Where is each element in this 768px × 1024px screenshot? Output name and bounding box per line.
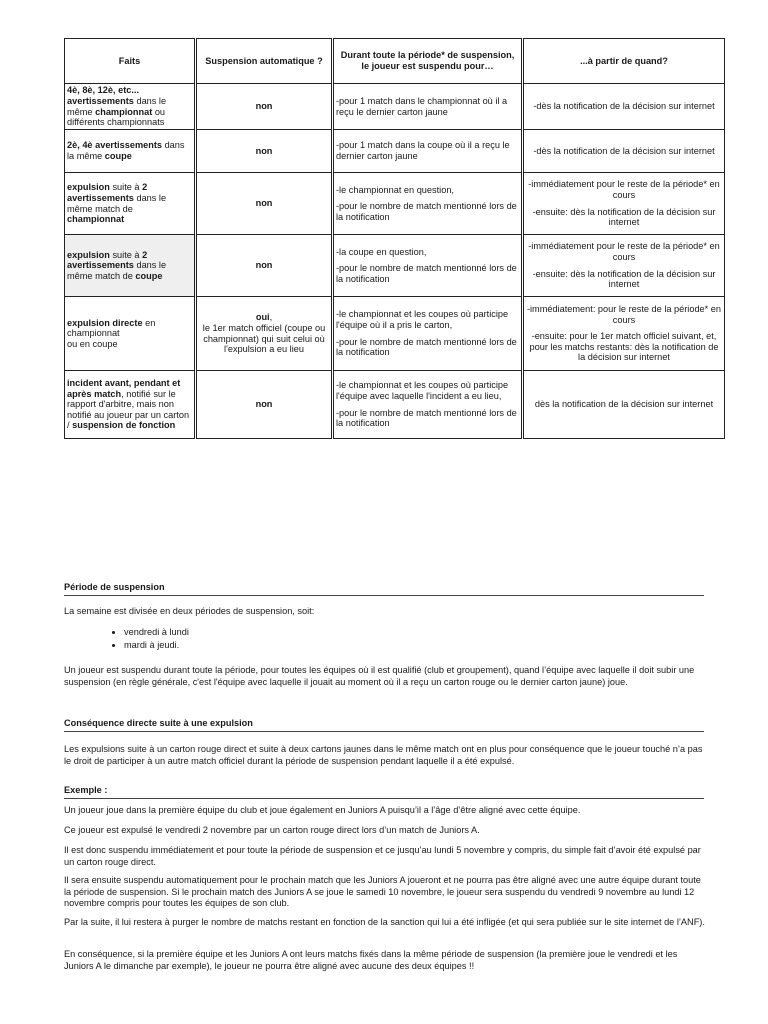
faits-bold: expulsion directe	[67, 317, 143, 328]
cell-faits	[65, 84, 196, 130]
faits-bold: 4è, 8è, 12è, etc...	[67, 85, 140, 96]
quand-line: -ensuite: pour le 1er match officiel suivant, et, pour les matchs restants: dès la notification de la décision sur internet	[529, 331, 719, 363]
auto-value: non	[255, 399, 273, 410]
exemple-p1: Un joueur joue dans la première équipe du club et joue également en Juniors A puisqu’il a l’âge d’être aligné avec cette équipe.	[64, 805, 581, 815]
cell-auto	[196, 130, 333, 173]
cell-faits	[65, 173, 196, 235]
faits-text: suite à	[109, 182, 143, 193]
cell-quand	[523, 235, 725, 297]
faits-text: dans le même	[67, 95, 167, 117]
duree-line: -le championnat et les coupes où participe l'équipe où il a pris le carton,	[336, 309, 509, 330]
faits-text: ou différents championnats	[67, 106, 166, 128]
cell-quand	[523, 297, 725, 371]
cell-auto	[196, 173, 333, 235]
cell-auto	[196, 371, 333, 439]
faits-bold: incident avant, pendant et après match	[67, 378, 181, 399]
cell-faits	[65, 371, 196, 439]
list-item: • vendredi à lundi	[124, 626, 189, 639]
header-duree-line1: Durant toute la période* de suspension,	[340, 50, 515, 61]
auto-value: oui	[255, 312, 270, 323]
cell-quand	[523, 130, 725, 173]
auto-value: non	[255, 260, 273, 271]
cell-duree	[333, 297, 523, 371]
table-row	[65, 173, 725, 235]
quand-line: -immédiatement pour le reste de la période* en cours	[528, 241, 720, 262]
faits-text: suite à	[109, 249, 143, 260]
exemple-p6: En conséquence, si la première équipe et les Juniors A ont leurs matchs fixés dans la même période de suspension (la première joue le vendredi et les Juniors A le dimanche par exemple), le joueur ne pourra être aligné avec aucune des deux équipes !!	[64, 949, 678, 971]
cell-duree	[333, 84, 523, 130]
quand-line: -ensuite: dès la notification de la décision sur internet	[532, 206, 716, 228]
faits-bold: 2è, 4è avertissements	[67, 140, 163, 151]
cell-faits	[65, 235, 196, 297]
cell-faits	[65, 130, 196, 173]
cell-auto	[196, 235, 333, 297]
quand-line: -dès la notification de la décision sur internet	[533, 101, 715, 112]
quand-line: -ensuite: dès la notification de la décision sur internet	[532, 268, 716, 290]
periode-intro: La semaine est divisée en deux périodes de suspension, soit:	[64, 606, 315, 616]
periode-text: Un joueur est suspendu durant toute la période, pour toutes les équipes où il est qualifié (club et groupement), quand l’équipe avec laquelle il doit subir une suspension (en règle générale, c'est l'équipe avec laquelle il jouait au moment où il a reçu un carton rouge ou le dernier carton jaune) joue.	[64, 665, 695, 687]
faits-text: dans la même	[67, 140, 185, 161]
faits-text: ou en coupe	[67, 338, 118, 349]
table-row	[65, 371, 725, 439]
exemple-p4: Il sera ensuite suspendu automatiquement pour le prochain match que les Juniors A joueront et ne pourra pas être aligné avec une autre équipe durant toute la période de suspension. Si le prochain match des Juniors A se joue le samedi 10 novembre, le joueur sera suspendu du vendredi 9 novembre au lundi 12 novembre compris pour toutes les équipes de son club.	[64, 875, 701, 908]
auto-detail: le 1er match officiel (coupe ou championnat) qui suit celui où l'expulsion a eu lieu	[202, 322, 326, 355]
auto-value: non	[255, 198, 273, 209]
faits-bold: expulsion	[67, 249, 110, 260]
cell-quand	[523, 371, 725, 439]
faits-text: dans le même match de	[67, 192, 167, 214]
duree-line: -le championnat en question,	[336, 184, 454, 195]
duree-line: -pour le nombre de match mentionné lors de la notification	[336, 336, 517, 358]
faits-bold: 2 avertissements	[67, 249, 148, 271]
faits-text: , notifié sur le rapport d'arbitre, mais non notifié au joueur par un carton /	[67, 388, 190, 431]
header-quand: ...à partir de quand?	[523, 39, 725, 84]
cell-auto: oui, le 1er match officiel (coupe ou championnat) qui suit celui où l'expulsion a eu lieu	[196, 297, 333, 371]
duree-line: -le championnat et les coupes où participe l'équipe avec laquelle l'incident a eu lieu,	[336, 380, 509, 401]
duree-line: -pour 1 match dans le championnat où il a reçu le dernier carton jaune	[336, 95, 508, 117]
table-header-row	[65, 39, 725, 84]
cell-duree	[333, 173, 523, 235]
exemple-p2: Ce joueur est expulsé le vendredi 2 novembre par un carton rouge direct lors d’un match de Juniors A.	[64, 825, 480, 835]
faits-bold: championnat	[67, 214, 125, 225]
header-duree-line2: le joueur est suspendu pour…	[361, 61, 494, 71]
exemple-p5: Par la suite, il lui restera à purger le nombre de matchs restant en fonction de la sanction qui lui a été infligée (et qui sera publiée sur le site internet de l’ANF).	[64, 917, 705, 927]
faits-bold: coupe	[104, 151, 132, 161]
faits-text: dans le même match de	[67, 260, 167, 281]
list-item: • mardi à jeudi.	[124, 639, 189, 652]
cell-duree	[333, 130, 523, 173]
cell-duree	[333, 371, 523, 439]
duree-line: -la coupe en question,	[336, 246, 427, 257]
table-row	[65, 130, 725, 173]
cell-faits	[65, 297, 196, 371]
quand-line: -dès la notification de la décision sur internet	[533, 145, 715, 156]
duree-line: -pour le nombre de match mentionné lors de la notification	[336, 201, 517, 222]
section-title-consequence: Conséquence directe suite à une expulsion	[64, 718, 704, 732]
cell-auto	[196, 84, 333, 130]
faits-bold: 2 avertissements	[67, 182, 148, 203]
quand-line: -immédiatement: pour le reste de la période* en cours	[526, 304, 722, 325]
faits-bold: coupe	[135, 270, 163, 281]
duree-line: -pour le nombre de match mentionné lors de la notification	[336, 407, 517, 429]
faits-bold: avertissements	[67, 95, 134, 106]
table-row	[65, 84, 725, 130]
duree-line: -pour le nombre de match mentionné lors de la notification	[336, 263, 517, 284]
table-row	[65, 235, 725, 297]
header-suspension-auto: Suspension automatique ?	[196, 39, 333, 84]
auto-value: non	[255, 145, 273, 156]
table-row	[65, 297, 725, 371]
faits-bold: expulsion	[67, 182, 110, 193]
duree-line: -pour 1 match dans la coupe où il a reçu le dernier carton jaune	[336, 140, 510, 161]
faits-bold: suspension de fonction	[72, 420, 176, 431]
faits-text: en championnat	[67, 317, 156, 339]
consequence-text: Les expulsions suite à un carton rouge direct et suite à deux cartons jaunes dans le même match ont en plus pour conséquence que le joueur touché n’a pas le droit de participer à un autre match officiel durant la période de suspension pendant laquelle il a été expulsé.	[64, 744, 703, 766]
header-duree	[333, 39, 523, 84]
section-title-periode: Période de suspension	[64, 582, 704, 596]
exemple-p3: Il est donc suspendu immédiatement et pour toute la période de suspension et ce jusqu’au lundi 5 novembre y compris, du simple fait d’avoir été expulsé par un carton rouge direct.	[64, 845, 701, 867]
cell-duree	[333, 235, 523, 297]
header-faits: Faits	[65, 39, 196, 84]
section-title-exemple: Exemple :	[64, 785, 704, 799]
quand-line: -immédiatement pour le reste de la période* en cours	[528, 179, 720, 200]
periode-list	[64, 626, 189, 651]
cell-quand	[523, 84, 725, 130]
suspension-table	[64, 38, 725, 439]
faits-bold: championnat	[95, 106, 153, 117]
cell-quand	[523, 173, 725, 235]
quand-line: dès la notification de la décision sur internet	[534, 399, 714, 410]
auto-value: non	[255, 101, 273, 112]
